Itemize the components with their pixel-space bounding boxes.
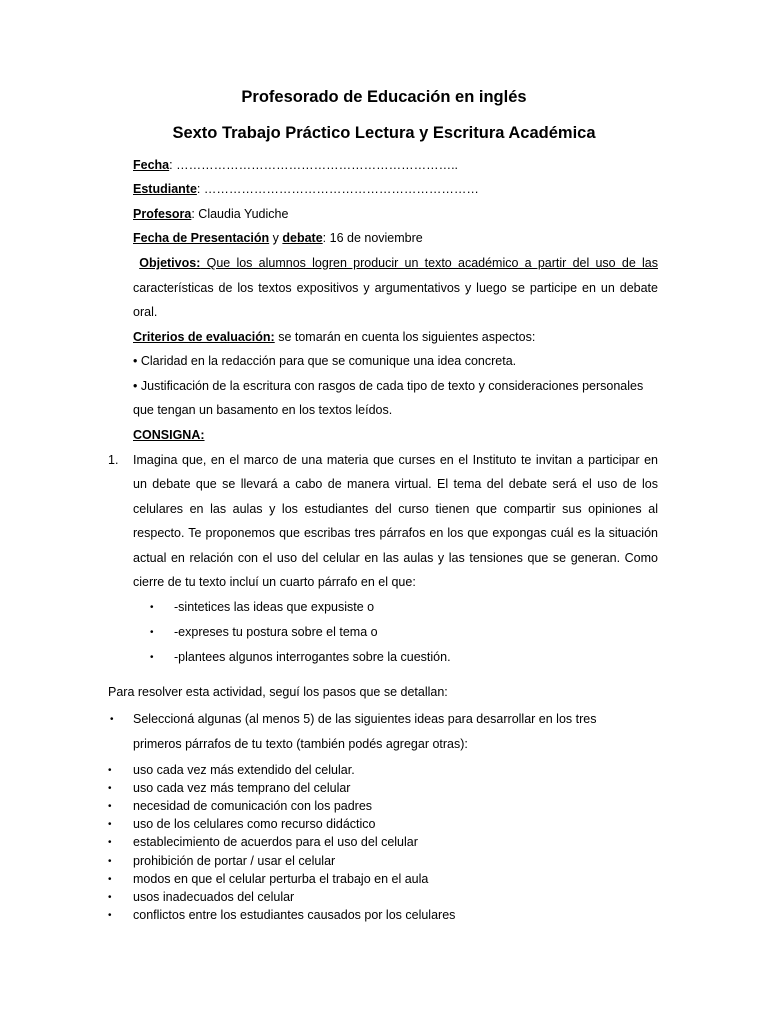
bullet-icon: • [108,783,112,794]
bullet-icon: • [110,714,114,725]
criterios-text: se tomarán en cuenta los siguientes aspectos: [274,330,536,344]
document-subtitle: Sexto Trabajo Práctico Lectura y Escritura Académica [172,124,596,142]
bullet-icon: • [108,837,112,848]
objetivos-line-3: oral. [133,305,158,319]
list-item: necesidad de comunicación con los padres [133,799,373,813]
criterios [133,328,658,346]
list-item: prohibición de portar / usar el celular [133,854,336,868]
consigna-number: 1. [108,453,119,467]
criterio-item-2-line-2: que tengan un basamento en los textos leídos. [133,403,393,417]
bullet-icon: • [108,765,112,776]
list-item: modos en que el celular perturba el trabajo en el aula [133,872,429,886]
field-estudiante [133,180,658,198]
bullet-icon: • [150,602,154,613]
bullet-icon: • [108,856,112,867]
objetivos-line-1 [133,254,658,272]
bullet-icon: • [150,627,154,638]
document-title: Profesorado de Educación en inglés [241,88,527,106]
list-item: uso de los celulares como recurso didáctico [133,817,376,831]
bullet-icon: • [133,354,138,368]
paso-1-line-1: Seleccioná algunas (al menos 5) de las siguientes ideas para desarrollar en los tres [133,712,597,726]
field-presentacion [133,229,658,247]
criterio-item-1: • Claridad en la redacción para que se comunique una idea concreta. [133,354,517,368]
profesora-label: Profesora [133,207,192,221]
presentacion-label: Fecha de Presentación [133,231,270,245]
objetivos-text: Que los alumnos logren producir un texto académico a partir del uso de las [200,256,658,270]
list-item: usos inadecuados del celular [133,890,295,904]
consigna-subitem: -expreses tu postura sobre el tema o [174,625,378,639]
consigna-label: CONSIGNA: [133,428,205,442]
bullet-icon: • [150,652,154,663]
paso-1-line-2: primeros párrafos de tu texto (también podés agregar otras): [133,737,468,751]
estudiante-value: : ………………………………………………………… [196,182,479,196]
list-item: uso cada vez más temprano del celular [133,781,351,795]
field-profesora [133,205,658,223]
bullet-icon: • [108,910,112,921]
estudiante-label: Estudiante [133,182,197,196]
consigna-line: un debate que se llevará a cabo de manera virtual. El tema del debate será el uso de los [133,477,658,491]
consigna-subitem: -plantees algunos interrogantes sobre la cuestión. [174,650,451,664]
bullet-icon: • [133,379,138,393]
consigna-subitem: -sintetices las ideas que expusiste o [174,600,375,614]
debate-value: : 16 de noviembre [322,231,423,245]
fecha-value: : ………………………………………………………….. [169,158,459,172]
debate-label: debate [282,231,323,245]
objetivos-label: Objetivos: [139,256,201,270]
consigna-line: Imagina que, en el marco de una materia que curses en el Instituto te invitan a participar en [133,453,658,467]
pasos-intro: Para resolver esta actividad, seguí los pasos que se detallan: [108,685,448,699]
presentacion-mid: y [269,231,283,245]
criterios-label: Criterios de evaluación: [133,330,275,344]
consigna-line: celulares en las aulas y los estudiantes del curso tienen que compartir sus opiniones al [133,502,658,516]
field-fecha [133,156,658,174]
list-item: uso cada vez más extendido del celular. [133,763,355,777]
criterio-item-2-line-1: • Justificación de la escritura con rasgos de cada tipo de texto y consideraciones personales [133,379,644,393]
bullet-icon: • [108,819,112,830]
list-item: conflictos entre los estudiantes causados por los celulares [133,908,456,922]
profesora-value: : Claudia Yudiche [191,207,289,221]
bullet-icon: • [108,801,112,812]
bullet-icon: • [108,874,112,885]
consigna-line: respecto. Te proponemos que escribas tres párrafos en los que expongas cuál es la situación [133,526,658,540]
list-item: establecimiento de acuerdos para el uso del celular [133,835,418,849]
bullet-icon: • [108,892,112,903]
consigna-line: cierre de tu texto incluí un cuarto párrafo en el que: [133,575,416,589]
consigna-line: actual en relación con el uso del celular en las aulas y las tensiones que se generan. Como [133,551,658,565]
fecha-label: Fecha [133,158,170,172]
objetivos-line-2: características de los textos expositivos y argumentativos y luego se participe en un debate [133,281,658,295]
